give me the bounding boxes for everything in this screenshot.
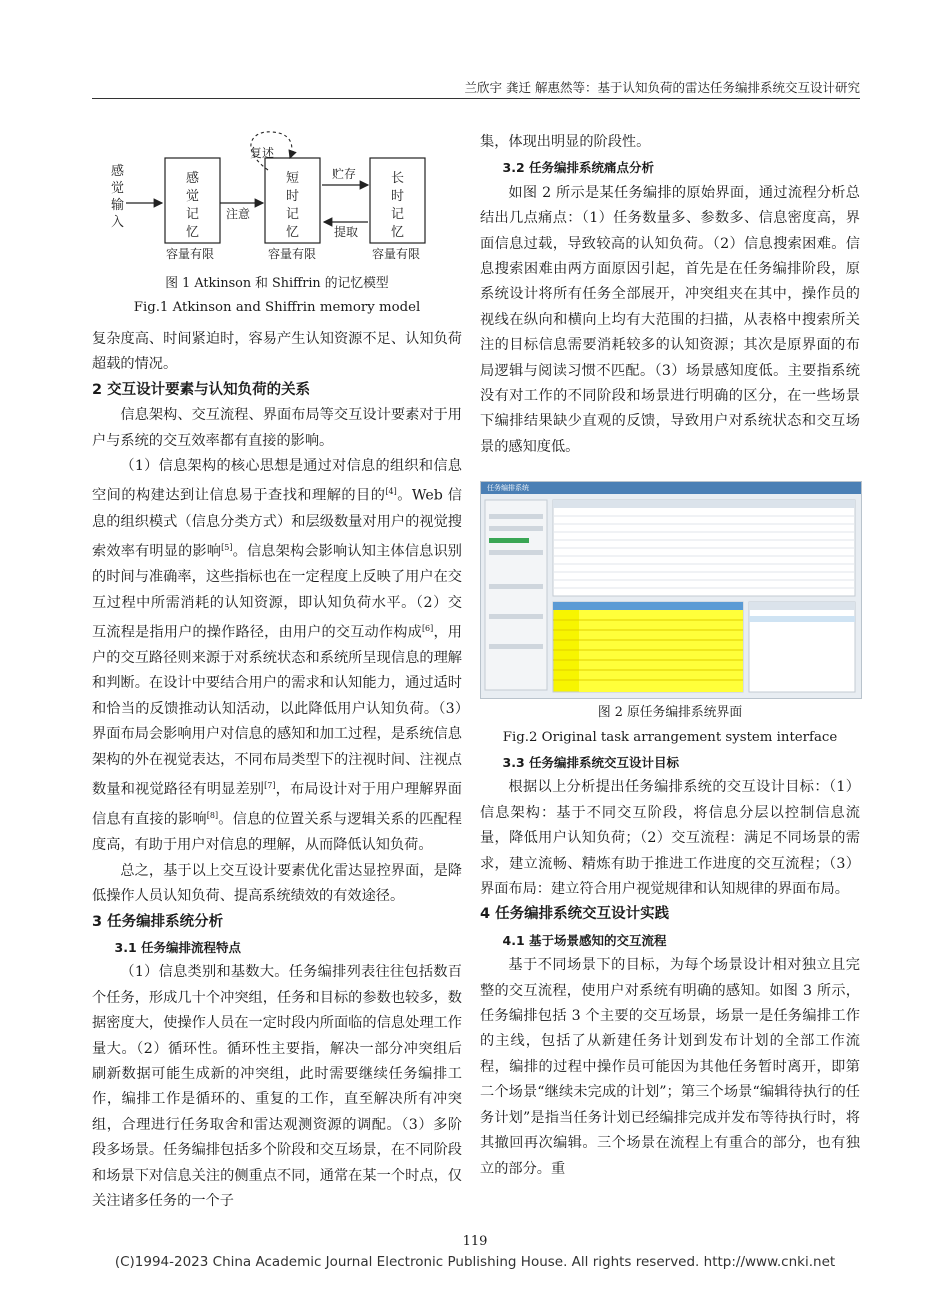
- citation: [4]: [385, 487, 397, 497]
- section-heading: 2 交互设计要素与认知负荷的关系: [92, 381, 311, 398]
- paragraph: 总之，基于以上交互设计要素优化雷达显控界面，是降低操作人员认知负荷、提高系统绩效的有效途径。: [92, 862, 462, 905]
- box-char: 感: [186, 171, 200, 186]
- paragraph: （1）信息架构的核心思想是通过对信息的组织和信息空间的构建达到让信息易于查找和理解的目的[4]。Web 信息的组织模式（信息分类方式）和层级数量对用户的视觉搜索效率有明显的影响[5]。信息架构会影响认知主体信息识别的时间与准确率，这些指标也在一定程度上反映了用户在交互过程中所需消耗的认知资源，即认知负荷水平。（2）交互流程是指用户的操作路径，由用户的交互动作构成[6]，用户的交互路径则来源于对系统状态和系统所呈现信息的理解和判断。在设计中要结合用户的需求和认知能力，通过适时和恰当的反馈推动认知活动，以此降低用户认知负荷。（3）界面布局会影响用户对信息的感知和加工过程，是系统信息架构的外在视觉表达，不同布局类型下的注视时间、注视点数量和视觉路径有明显差别[7]，布局设计对于用户理解界面信息有直接的影响[8]。信息的位置关系与逻辑关系的匹配程度高，有助于用户对信息的理解，从而降低认知负荷。: [92, 458, 462, 854]
- paragraph: 信息架构、交互流程、界面布局等交互设计要素对于用户与系统的交互效率都有直接的影响。: [92, 407, 462, 449]
- paragraph: 基于不同场景下的目标，为每个场景设计相对独立且完整的交互流程，使用户对系统有明确的感知。如图 3 所示，任务编排包括 3 个主要的交互场景，场景一是任务编排工作的主线，包括了从新建任务计划到发布计划的全部工作流程，编排的过程中操作员可能因为其他任务暂时离开，即第二个场景“继续未完成的计划”；第三个场景“编辑待执行的任务计划”是指当任务计划已经编排完成并发布等待执行时，将其撤回再次编辑。三个场景在流程上有重合的部分，也有独立的部分。重: [480, 957, 860, 1177]
- citation: [6]: [421, 623, 434, 633]
- input-char: 感: [111, 164, 125, 179]
- page-number: 119: [462, 1234, 488, 1249]
- box-char: 记: [286, 207, 300, 222]
- input-label: [111, 163, 124, 230]
- left-column: [92, 327, 462, 1214]
- box-char: 忆: [186, 225, 200, 240]
- section-heading: 3 任务编排系统分析: [92, 913, 224, 930]
- section-heading: 4 任务编排系统交互设计实践: [480, 906, 670, 923]
- paragraph: （1）信息类别和基数大。任务编排列表往往包括数百个任务，形成几十个冲突组，任务和目标的参数也较多，数据密度大，使操作人员在一定时段内所面临的信息处理工作量大。（2）循环性。循环性主要指，解决一部分冲突组后刷新数据可能生成新的冲突组，此时需要继续任务编排工作，编排工作是循环的、重复的工作，直至解决所有冲突组，合理进行任务取舍和雷达观测资源的调配。（3）多阶段多场景。任务编排包括多个阶段和交互场景，在不同阶段和场景下对信息关注的侧重点不同，通常在某一个时点，仅关注诸多任务的一个子: [92, 964, 462, 1210]
- right-column-upper: [480, 130, 860, 460]
- subsection-heading: 3.3 任务编排系统交互设计目标: [502, 755, 679, 770]
- copyright-line: (C)1994-2023 China Academic Journal Electronic Publishing House. All rights reserved. http://www.cnki.net: [114, 1254, 836, 1270]
- running-header: 兰欣宇 龚迁 解惠然等：基于认知负荷的雷达任务编排系统交互设计研究: [464, 80, 860, 95]
- figure-1-caption-cn: 图 1 Atkinson 和 Shiffrin 的记忆模型: [165, 276, 389, 291]
- box-char: 长: [391, 171, 405, 186]
- figure-2-caption-cn: 图 2 原任务编排系统界面: [597, 705, 743, 720]
- subsection-heading: 4.1 基于场景感知的交互流程: [502, 932, 667, 948]
- rehearsal-label: 复述: [250, 146, 275, 160]
- capacity-label: 容量有限: [372, 247, 421, 261]
- citation: [8]: [206, 811, 219, 821]
- fig2-body: [481, 494, 861, 698]
- capacity-label: 容量有限: [268, 247, 317, 261]
- box-char: 时: [391, 189, 405, 204]
- retrieval-label: 提取: [334, 225, 359, 239]
- paragraph: 复杂度高、时间紧迫时，容易产生认知资源不足、认知负荷超载的情况。: [92, 331, 462, 373]
- capacity-label: 容量有限: [166, 247, 215, 261]
- input-char: 输: [111, 198, 125, 213]
- storage-label: 贮存: [332, 167, 357, 181]
- paragraph: 集，体现出明显的阶段性。: [480, 134, 651, 150]
- box-char: 记: [186, 207, 200, 222]
- box-char: 短: [286, 171, 300, 186]
- box-char: 觉: [186, 189, 200, 204]
- figure-1-caption-en: Fig.1 Atkinson and Shiffrin memory model: [133, 300, 421, 315]
- input-char: 觉: [111, 181, 125, 196]
- right-column-lower: [480, 750, 860, 1182]
- header-rule: [92, 98, 860, 99]
- box-char: 忆: [286, 225, 300, 240]
- subsection-heading: 3.2 任务编排系统痛点分析: [502, 160, 654, 176]
- figure-2-original-interface: [480, 481, 862, 699]
- fig2-title-bar: 任务编排系统: [481, 482, 861, 494]
- paragraph: 如图 2 所示是某任务编排的原始界面，通过流程分析总结出几点痛点：（1）任务数量多、参数多、信息密度高，界面信息过载，导致较高的认知负荷。（2）信息搜索困难。信息搜索困难由两方面原因引起，首先是在任务编排阶段，原系统设计将所有任务全部展开，冲突组夹在其中，操作员的视线在纵向和横向上均有大范围的扫描，从表格中搜索所关注的目标信息需要消耗较多的认知资源；其次是原界面的布局逻辑与阅读习惯不匹配。（3）场景感知度低。主要指系统没有对工作的不同阶段和场景进行明确的区分，在一些场景下编排结果缺少直观的反馈，导致用户对系统状态和交互场景的感知度低。: [480, 184, 860, 455]
- attention-label: 注意: [226, 207, 251, 221]
- subsection-heading: 3.1 任务编排流程特点: [114, 940, 241, 956]
- figure-1-memory-model: [100, 130, 440, 270]
- citation: [7]: [264, 781, 276, 791]
- paragraph: 根据以上分析提出任务编排系统的交互设计目标：（1）信息架构：基于不同交互阶段，将信息分层以控制信息流量，降低用户认知负荷；（2）交互流程：满足不同场景的需求，建立流畅、精炼有助于推进工作进度的交互流程；（3）界面布局：建立符合用户视觉规律和认知规律的界面布局。: [480, 779, 860, 898]
- citation: [5]: [221, 542, 233, 552]
- box-char: 记: [391, 207, 405, 222]
- box-char: 忆: [391, 225, 405, 240]
- input-char: 入: [111, 215, 125, 230]
- box-char: 时: [286, 189, 300, 204]
- figure-2-caption-en: Fig.2 Original task arrangement system interface: [502, 730, 838, 745]
